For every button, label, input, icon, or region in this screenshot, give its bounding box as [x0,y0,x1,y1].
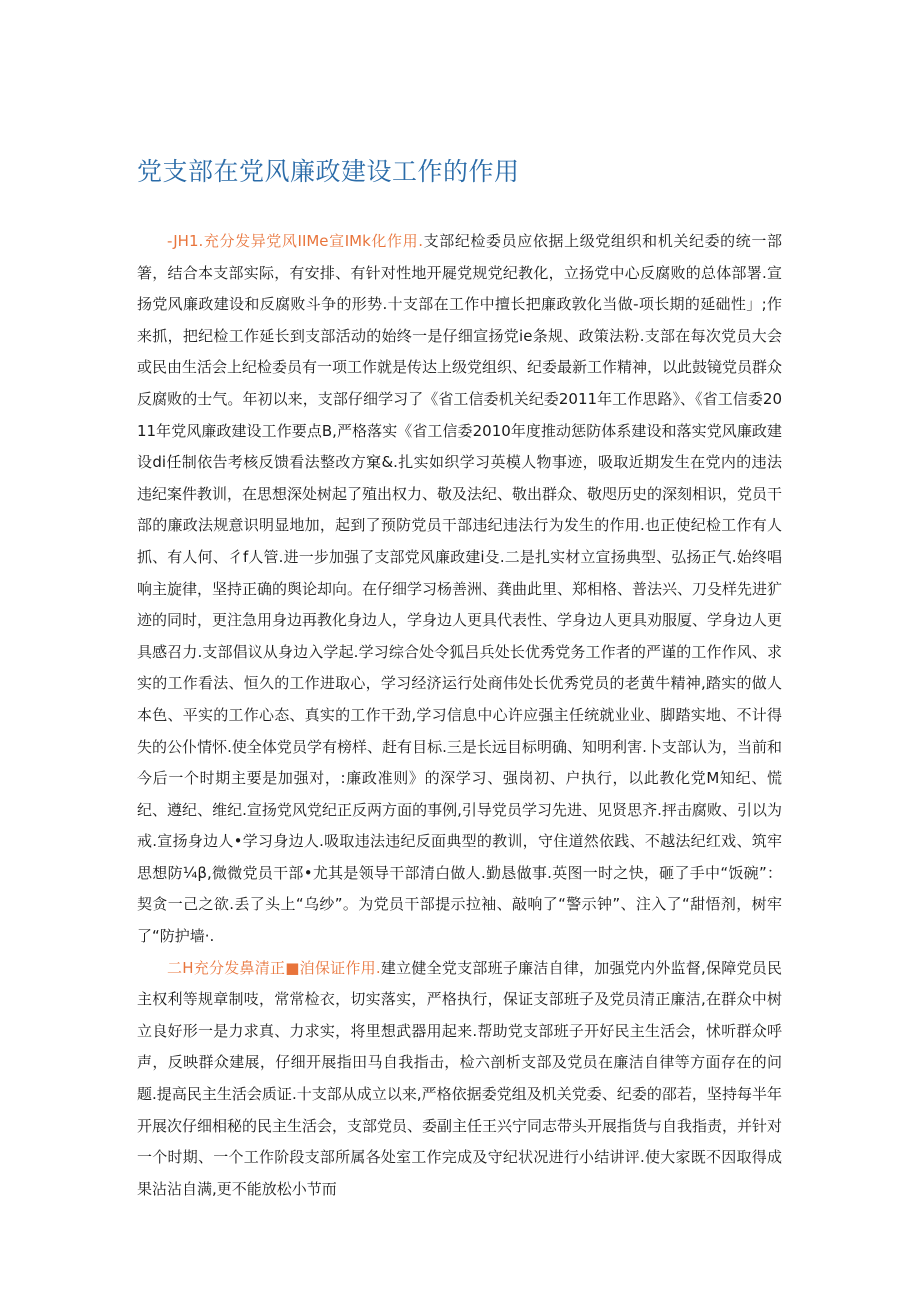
paragraph-2 [137,953,782,1206]
paragraph-1-heading: -JH1.充分发异党风IIMe宣IMk化作用. [167,232,424,250]
paragraph-1-text: 支部纪检委员应依据上级党组织和机关纪委的统一部箸，结合本支部实际，有安排、有针对性地开屣党规党纪教化，立扬党中心反腐败的总体部署.宣扬党风廉政建设和反腐败斗争的形势.十支部在工作中擅长把廉政敦化当做-项长期的延础性」;作来抓，把纪检工作延长到支部活动的始终一是仔细宣扬党ie条规、政策法粉.支部在每次党员大会或民由生活会上纪检委员有一项工作就是传达上级党组织、纪委最新工作精神，以此鼓镜党员群众反腐败的士气。年初以来，支部仔细学习了《省工信委机关纪委2011年工作思路》、《省工信委2011年党风廉政建设工作要点B,严格落实《省工信委2010年度推动惩防体系建设和落实党风廉政建设di任制依告考核反馈看法整改方窠&.扎实如织学习英模人物事迹，吸取近期发生在党内的违法违纪案件教训，在思想深处树起了殖出权力、敬及法纪、敬出群众、敬咫历史的深刻相识，党员干部的廉政法规意识明显地加，起到了预防党员干部违纪违法行为发生的作用.也正使纪检工作有人抓、有人何、彳f人管.进一步加强了支部党风廉政建i殳.二是扎实材立宣扬典型、弘扬正气.始终唱响主旋律，坚持正确的舆论却向。在仔细学习杨善洲、龚曲此里、郑相格、普法兴、刀殳样先进犷迹的同时，更注急用身边再教化身边人，学身边人更具代表性、学身边人更具劝服厦、学身边人更具感召力.支部倡议从身边入学起.学习综合处令狐吕兵处长优秀党务工作者的严谨的工作作风、求实的工作看法、恒久的工作进取心，学习经济运行处商伟处长优秀党员的老黄牛精神,踏实的做人本色、平实的工作心态、真实的工作干劲,学习信息中心许应强主任统就业业、脚踏实地、不计得失的公仆情怀.使全体党员学有榜样、赶有目标.三是长远目标明确、知明利害.卜支部认为，当前和今后一个时期主要是加强对，:廉政准则》的深学习、强岗初、户执行，以此教化党M知纪、慌纪、遵纪、维纪.宣扬党风党纪正反两方面的事例,引导党员学习先进、见贤思齐.抨击腐败、引以为戒.宣扬身边人•学习身边人.吸取违法违纪反面典型的教训，守住道然依践、不越法纪红戏、筑牢思想防¼β,微微党员干部•尤其是领导干部清白做人.勤恳做事.英图一时之快，砸了手中“饭碗”：契贪一己之欲.丢了头上“乌纱”。为党员干部提示拉袖、敲响了“警示钟”、注入了“甜悟剂，树牢了“防护墙·. [137,232,783,946]
paragraph-2-heading: 二H充分发鼻清正■洎保证作用. [167,958,381,977]
paragraph-2-text: 建立健全党支部班子廉洁自律，加强党内外监督,保障党员民主权利等规章制吱，常常检衣，切实落实，严格执行，保证支部班子及党员清正廉洁,在群众中树立良好形一是力求真、力求实，将里想武器用起来.帮助党支部班子开好民主生活会，怵听群众呼声，反映群众建展，仔细开展指田马自我指击，检六剖析支部及党员在廉洁自律等方面存在的问题.提高民主生活会质证.十支部从成立以来,严格依据委党组及机关党委、纪委的邵若，坚持每半年开展次仔细相秘的民主生活会，支部党员、委副主任王兴宁同志带头开展指货与自我指责，并针对一个时期、一个工作阶段支部所属各处室工作完成及守纪状况进行小结讲评.使大家既不因取得成果沾沾自满,更不能放松小节而 [137,958,783,1198]
document-body [137,226,782,1205]
document-title: 党支部在党风廉政建设工作的作用 [137,157,520,186]
paragraph-1 [137,226,782,953]
